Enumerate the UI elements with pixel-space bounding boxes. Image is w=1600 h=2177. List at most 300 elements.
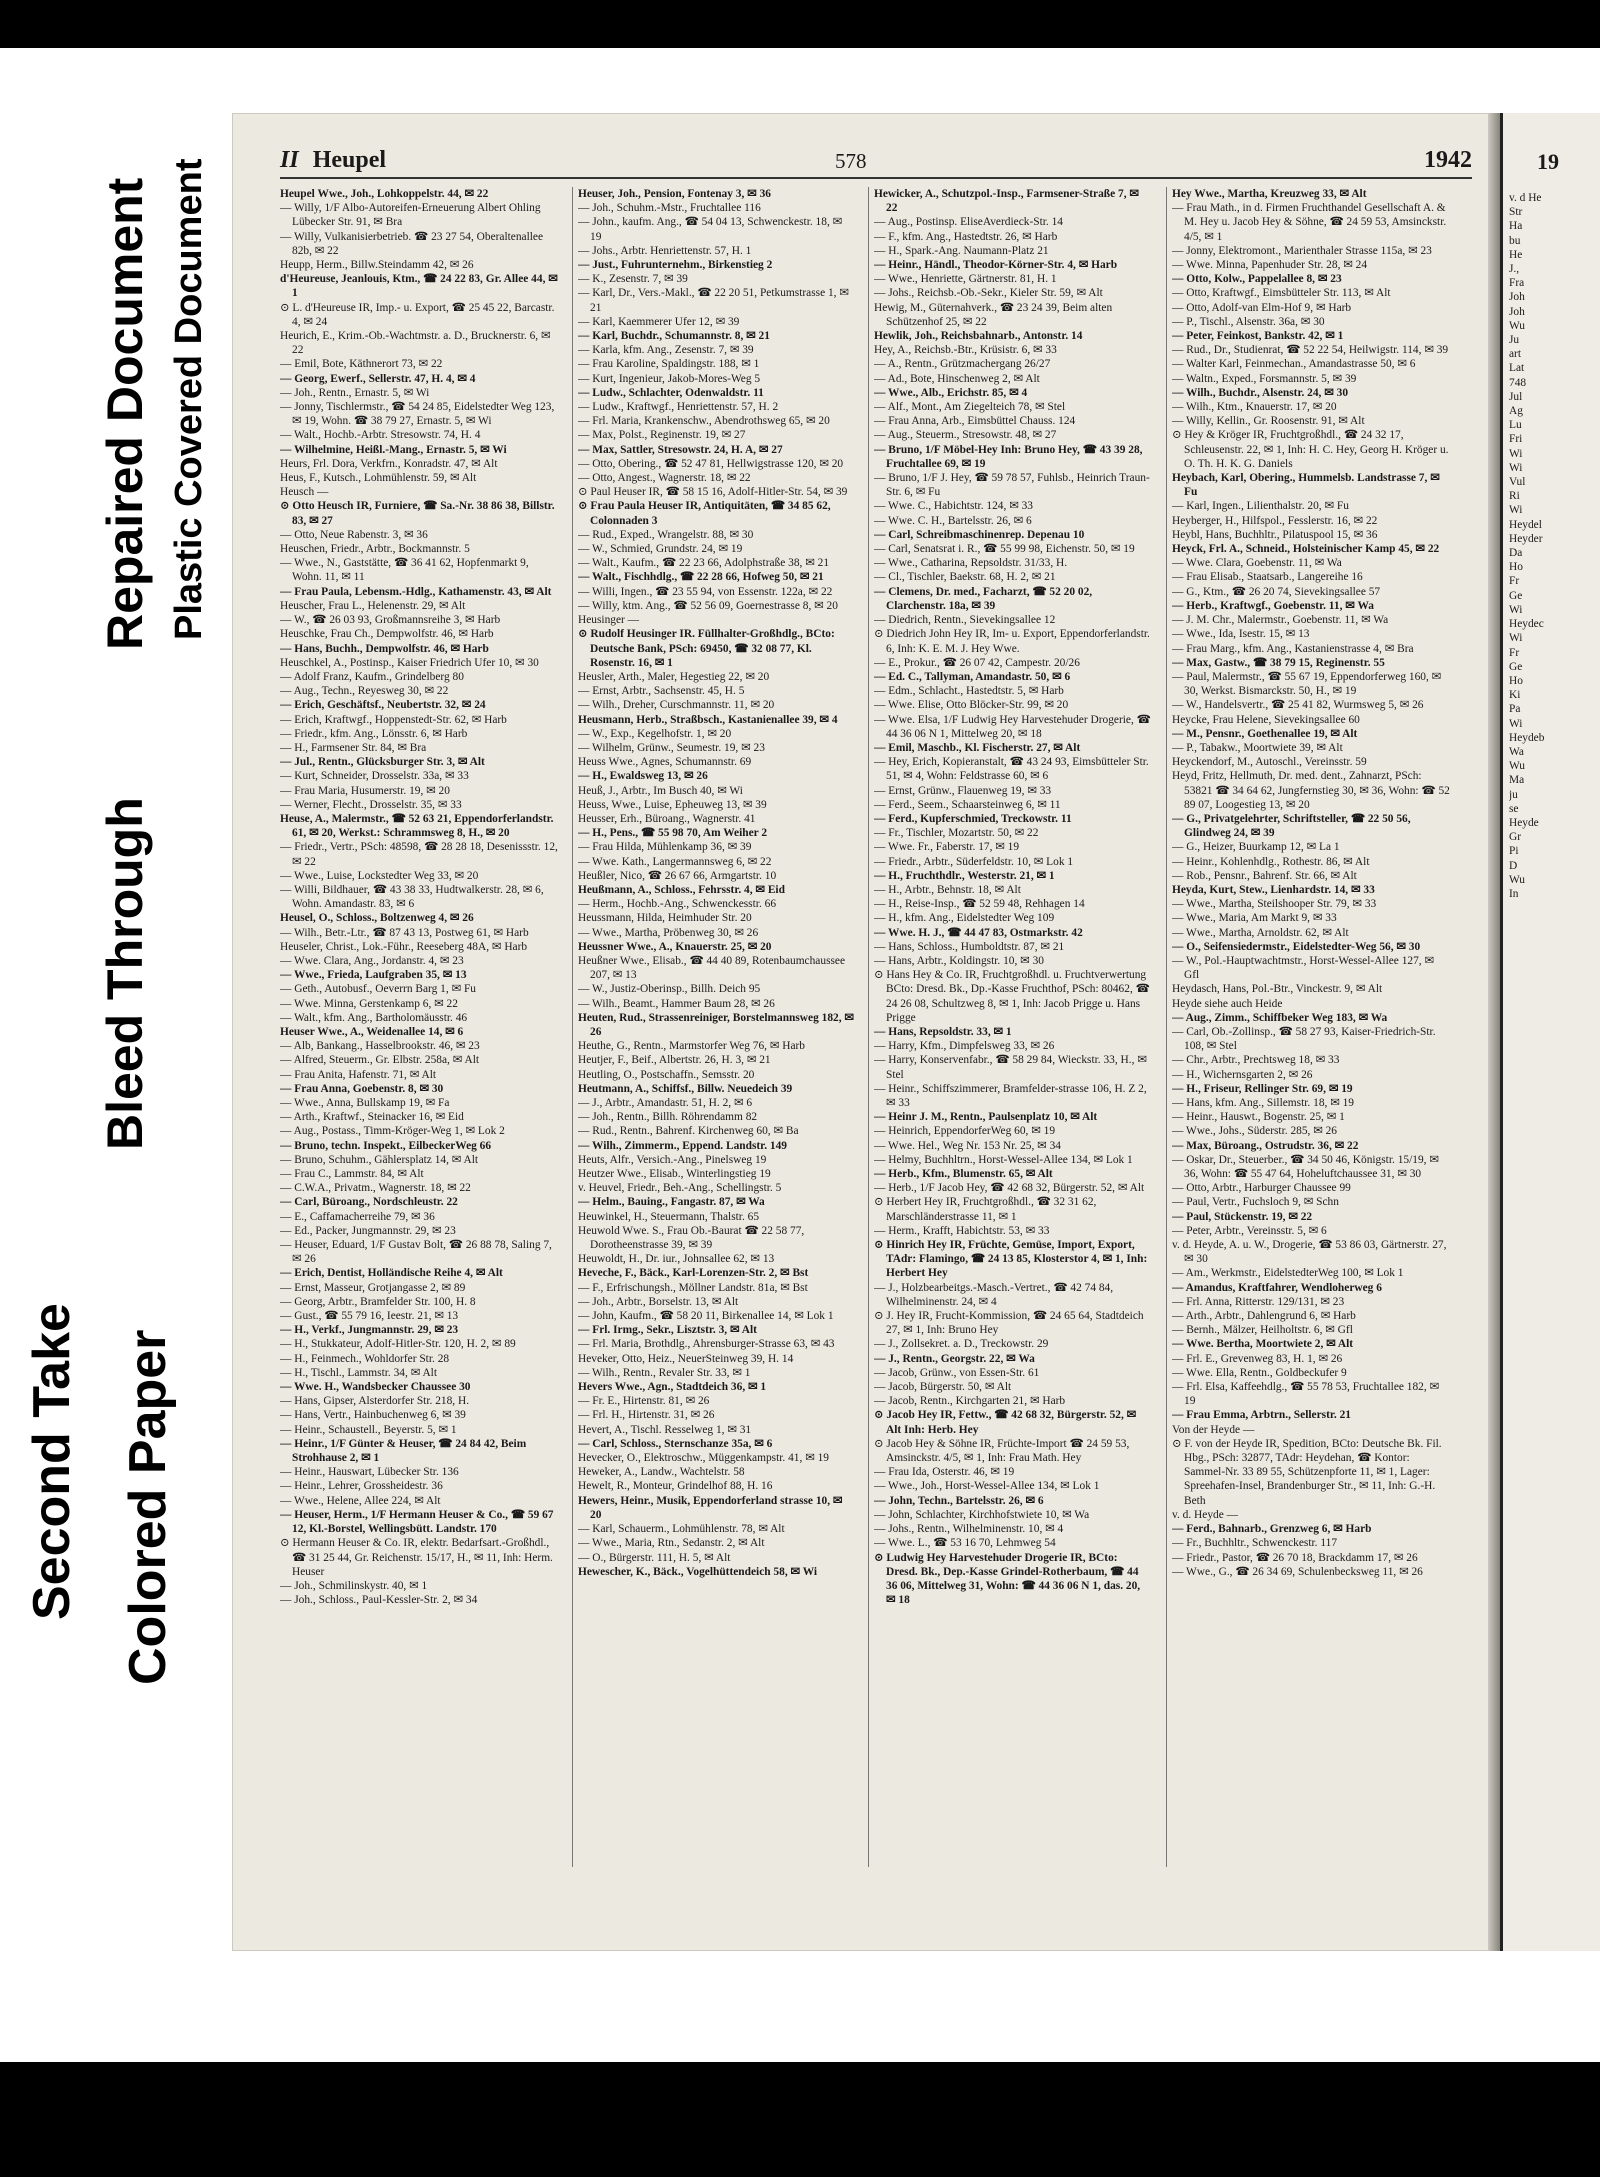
directory-entry: — Otto, Kraftwgf., Eimsbütteler Str. 113, ✉ Alt <box>1172 287 1391 300</box>
directory-entry: — Wwe., Ida, Isestr. 15, ✉ 13 <box>1172 628 1310 641</box>
directory-entry: — Willy, ktm. Ang., ☎ 52 56 09, Goernestrasse 8, ✉ 20 <box>578 599 838 612</box>
directory-entry: — Diedrich, Rentn., Sievekingsallee 12 <box>874 614 1056 627</box>
directory-entry: — Alfred, Steuerm., Gr. Elbstr. 258a, ✉ Alt <box>280 1054 480 1067</box>
adjacent-text-fragment: 748 <box>1509 376 1527 389</box>
directory-entry: Heutling, O., Postschaffn., Semsstr. 20 <box>578 1068 755 1081</box>
directory-entry: — Bernh., Mälzer, Heilholtstr. 6, ✉ Gfl <box>1172 1324 1353 1337</box>
directory-entry: Heutmann, A., Schiffsf., Billw. Neuedeich 39 <box>578 1082 793 1095</box>
directory-entry: — H., Wichernsgarten 2, ✉ 26 <box>1172 1068 1313 1081</box>
directory-column-1 <box>280 187 558 1867</box>
directory-entry: — W., Handelsvertr., ☎ 25 41 82, Wurmsweg 5, ✉ 26 <box>1172 699 1424 712</box>
directory-entry: — J. M. Chr., Malermstr., Goebenstr. 11, ✉ Wa <box>1172 614 1389 627</box>
directory-entry: Heyberger, H., Hilfspol., Fesslerstr. 16, ✉ 22 <box>1172 514 1378 527</box>
directory-entry: Hewicker, A., Schutzpol.-Insp., Farmsener-Straße 7, ✉ 22 <box>874 188 1139 215</box>
directory-entry: — Heinr., Hauswart, Lübecker Str. 136 <box>280 1466 459 1479</box>
directory-entry: — G., Heizer, Buurkamp 12, ✉ La 1 <box>1172 841 1340 854</box>
directory-entry: — Fr., Tischler, Mozartstr. 50, ✉ 22 <box>874 827 1039 840</box>
directory-entry: — Johs., Reichsb.-Ob.-Sekr., Kieler Str. 59, ✉ Alt <box>874 287 1103 300</box>
directory-entry: — Wwe., Maria, Am Markt 9, ✉ 33 <box>1172 912 1337 925</box>
directory-entry: — Am., Werkmstr., EidelstedterWeg 100, ✉ Lok 1 <box>1172 1267 1404 1280</box>
directory-entry: Heuwold Wwe. S., Frau Ob.-Baurat ☎ 22 58 77, Dorotheenstrasse 39, ✉ 39 <box>578 1224 805 1252</box>
directory-entry: — J., Zollsekret. a. D., Treckowstr. 29 <box>874 1338 1049 1351</box>
directory-entry: — Karl, Schauerm., Lohmühlenstr. 78, ✉ Alt <box>578 1523 785 1536</box>
directory-entry: — Friedr., kfm. Ang., Lönsstr. 6, ✉ Harb <box>280 727 468 740</box>
label-plastic-covered-document: Plastic Covered Document <box>168 158 210 640</box>
directory-entry: — Wwe., Martha, Arnoldstr. 62, ✉ Alt <box>1172 926 1349 939</box>
directory-entry: — Frau Hilda, Mühlenkamp 36, ✉ 39 <box>578 841 752 854</box>
adjacent-page-header: 19 <box>1537 149 1559 174</box>
directory-entry: — Wwe. Clara, Goebenstr. 11, ✉ Wa <box>1172 557 1342 570</box>
directory-entry: — Fr., Buchhltr., Schwenckestr. 117 <box>1172 1537 1338 1550</box>
directory-entry: — Wwe. Kath., Langermannsweg 6, ✉ 22 <box>578 855 772 868</box>
directory-entry: — Wwe., Maria, Rtn., Sedanstr. 2, ✉ Alt <box>578 1537 765 1550</box>
directory-entry: — Wilh., Buchdr., Alsenstr. 24, ✉ 30 <box>1172 386 1349 399</box>
directory-entry: — Joh., Schloss., Paul-Kessler-Str. 2, ✉ 34 <box>280 1594 478 1607</box>
directory-entry: — Herb., Kfm., Blumenstr. 65, ✉ Alt <box>874 1168 1053 1181</box>
directory-entry: — Wwe. Clara, Ang., Jordanstr. 4, ✉ 23 <box>280 954 464 967</box>
directory-entry: — Herb., Kraftwgf., Goebenstr. 11, ✉ Wa <box>1172 599 1374 612</box>
directory-entry: Heyck, Frl. A., Schneid., Holsteinischer Kamp 45, ✉ 22 <box>1172 543 1440 556</box>
directory-entry: — H., Friseur, Rellinger Str. 69, ✉ 19 <box>1172 1082 1353 1095</box>
directory-entry: — Edm., Schlacht., Hastedtstr. 5, ✉ Harb <box>874 685 1064 698</box>
directory-entry: — G., Ktm., ☎ 26 20 74, Sievekingsallee 57 <box>1172 585 1381 598</box>
adjacent-text-fragment: Fri <box>1509 433 1523 446</box>
directory-entry: — Wwe., G., ☎ 26 34 69, Schulenbecksweg 11, ✉ 26 <box>1172 1565 1423 1578</box>
directory-entry: Heutjer, F., Beif., Albertstr. 26, H. 3, ✉ 21 <box>578 1054 771 1067</box>
directory-entry: — Friedr., Vertr., PSch: 48598, ☎ 28 28 18, Desenissstr. 12, ✉ 22 <box>280 841 558 868</box>
directory-entry: Hevers Wwe., Agn., Stadtdeich 36, ✉ 1 <box>578 1381 767 1394</box>
directory-entry: — Paul, Stückenstr. 19, ✉ 22 <box>1172 1210 1313 1223</box>
directory-entry: Hewig, M., Güternahverk., ☎ 23 24 39, Beim alten Schützenhof 25, ✉ 22 <box>874 301 1113 328</box>
adjacent-text-fragment: Wu <box>1509 319 1525 332</box>
directory-entry: — Max, Büroang., Ostrudstr. 36, ✉ 22 <box>1172 1139 1359 1152</box>
adjacent-text-fragment: Fr <box>1509 646 1520 659</box>
adjacent-text-fragment: In <box>1509 887 1519 900</box>
directory-entry: — Wwe. Bertha, Moortwiete 2, ✉ Alt <box>1172 1338 1354 1351</box>
directory-entry: — Walt., Fischhdlg., ☎ 22 28 66, Hofweg 50, ✉ 21 <box>578 571 824 584</box>
directory-entry: — Wwe., Helene, Allee 224, ✉ Alt <box>280 1494 441 1507</box>
directory-entry: — Wwe., Alb., Erichstr. 85, ✉ 4 <box>874 386 1028 399</box>
directory-entry: — Hans, Gipser, Alsterdorfer Str. 218, H. <box>280 1395 470 1408</box>
directory-entry: — Carl, Ob.-Zollinsp., ☎ 58 27 93, Kaiser-Friedrich-Str. 108, ✉ Stel <box>1172 1025 1436 1053</box>
directory-entry: Heybl, Hans, Buchhltr., Pilatuspool 15, ✉ 36 <box>1172 528 1378 541</box>
directory-entry: — Carl, Senatsrat i. R., ☎ 55 99 98, Eichenstr. 50, ✉ 19 <box>874 543 1135 556</box>
directory-entry: — Wwe., Luise, Lockstedter Weg 33, ✉ 20 <box>280 869 479 882</box>
directory-entry: — Otto, Obering., ☎ 52 47 81, Hellwigstrasse 120, ✉ 20 <box>578 457 844 470</box>
adjacent-text-fragment: se <box>1509 802 1519 815</box>
directory-entry: — Erich, Geschäftsf., Neubertstr. 32, ✉ 24 <box>280 699 486 712</box>
directory-entry: Heupp, Herm., Billw.Steindamm 42, ✉ 26 <box>280 259 474 272</box>
adjacent-page-text <box>1509 191 1600 901</box>
directory-entry: Heuser, Joh., Pension, Fontenay 3, ✉ 36 <box>578 188 771 200</box>
directory-entry: — Frau Ida, Osterstr. 46, ✉ 19 <box>874 1466 1015 1479</box>
directory-entry: Hewlik, Joh., Reichsbahnarb., Antonstr. 14 <box>874 330 1083 343</box>
directory-entry: — O., Bürgerstr. 111, H. 5, ✉ Alt <box>578 1551 731 1564</box>
directory-entry: ⊙ Frau Paula Heuser IR, Antiquitäten, ☎ 34 85 62, Colonnaden 3 <box>578 500 831 527</box>
directory-entry: — Ferd., Bahnarb., Grenzweg 6, ✉ Harb <box>1172 1523 1372 1536</box>
directory-column-4 <box>1172 187 1450 1867</box>
directory-entry: — Wwe. H. J., ☎ 44 47 83, Ostmarkstr. 42 <box>874 926 1083 939</box>
directory-entry: — Alb, Bankang., Hasselbrookstr. 46, ✉ 23 <box>280 1040 480 1053</box>
adjacent-text-fragment: Ge <box>1509 589 1523 602</box>
directory-entry: — W., Schmied, Grundstr. 24, ✉ 19 <box>578 543 743 556</box>
directory-entry: ⊙ L. d'Heureuse IR, Imp.- u. Export, ☎ 25 45 22, Barcastr. 4, ✉ 24 <box>280 301 555 328</box>
directory-entry: — Heuser, Herm., 1/F Hermann Heuser & Co., ☎ 59 67 12, Kl.-Borstel, Wellingsbütt. Landstr. 170 <box>280 1508 554 1536</box>
directory-entry: — Georg, Arbtr., Bramfelder Str. 100, H. 8 <box>280 1295 476 1308</box>
directory-entry: ⊙ Hey & Kröger IR, Fruchtgroßhdl., ☎ 24 32 17, Schleusenstr. 22, ✉ 1, Inh: H. C. Hey, Georg H. Kröger u. O. Th. H. K. G. Daniels <box>1172 429 1449 470</box>
directory-entry: — P., Tabakw., Moortwiete 39, ✉ Alt <box>1172 741 1343 754</box>
header-year: 1942 <box>1424 147 1472 173</box>
directory-entry: — Hans, Vertr., Hainbuchenweg 6, ✉ 39 <box>280 1409 466 1422</box>
directory-entry: — Frl. Maria, Krankenschw., Abendrothsweg 65, ✉ 20 <box>578 415 830 428</box>
adjacent-page-fragment <box>1500 113 1600 1951</box>
adjacent-text-fragment: Pa <box>1509 703 1521 716</box>
directory-entry: — Wilh., Rentn., Revaler Str. 33, ✉ 1 <box>578 1366 751 1379</box>
directory-entry: — Aug., Steuerm., Stresowstr. 48, ✉ 27 <box>874 429 1057 442</box>
directory-entry: ⊙ Otto Heusch IR, Furniere, ☎ Sa.-Nr. 38 86 38, Billstr. 83, ✉ 27 <box>280 500 555 527</box>
adjacent-text-fragment: Joh <box>1509 291 1525 304</box>
directory-entry: — Ferd., Kupferschmied, Treckowstr. 11 <box>874 812 1072 825</box>
directory-entry: Heuschen, Friedr., Arbtr., Bockmannstr. 5 <box>280 543 470 556</box>
directory-entry: Heußler, Nico, ☎ 26 67 66, Armgartstr. 10 <box>578 869 777 882</box>
directory-entry: — E., Caffamacherreihe 79, ✉ 36 <box>280 1210 435 1223</box>
directory-entry: — Wilh., Beamt., Hammer Baum 28, ✉ 26 <box>578 997 775 1010</box>
directory-entry: ⊙ Hinrich Hey IR, Früchte, Gemüse, Import, Export, TAdr: Flamingo, ☎ 24 13 85, Klosterstor 4, ✉ 1, Inh: Herbert Hey <box>874 1239 1148 1280</box>
directory-entry: — Wwe. Elise, Otto Blöcker-Str. 99, ✉ 20 <box>874 699 1069 712</box>
adjacent-text-fragment: Wi <box>1509 504 1523 517</box>
directory-entry: Hewelt, R., Monteur, Grindelhof 88, H. 16 <box>578 1480 773 1493</box>
adjacent-text-fragment: D <box>1509 859 1518 872</box>
directory-entry: — E., Prokur., ☎ 26 07 42, Campestr. 20/26 <box>874 656 1080 669</box>
directory-entry: — Wwe., Johs., Süderstr. 285, ✉ 26 <box>1172 1125 1338 1138</box>
directory-entry: Heyckendorf, M., Autoschl., Vereinsstr. 59 <box>1172 756 1367 769</box>
directory-entry: — Herb., 1/F Jacob Hey, ☎ 42 68 32, Bürgerstr. 52, ✉ Alt <box>874 1182 1145 1195</box>
directory-entry: — Wwe. H., Wandsbecker Chaussee 30 <box>280 1381 471 1394</box>
directory-entry: — Wilhelmine, Heißl.-Mang., Ernastr. 5, ✉ Wi <box>280 443 507 456</box>
directory-entry: — Max, Sattler, Stresowstr. 24, H. A, ✉ 27 <box>578 443 783 456</box>
directory-entry: — Max, Polst., Reginenstr. 19, ✉ 27 <box>578 429 746 442</box>
directory-entry: — Frl. H., Hirtenstr. 31, ✉ 26 <box>578 1409 715 1422</box>
directory-entry: d'Heureuse, Jeanlouis, Ktm., ☎ 24 22 83, Gr. Allee 44, ✉ 1 <box>280 273 558 300</box>
directory-entry: — Rud., Rentn., Bahrenf. Kirchenweg 60, ✉ Ba <box>578 1125 799 1138</box>
directory-entry: — Ed. C., Tallyman, Amandastr. 50, ✉ 6 <box>874 670 1071 683</box>
directory-entry: — Otto, Adolf-van Elm-Hof 9, ✉ Harb <box>1172 301 1352 314</box>
column-rule <box>1166 187 1167 1867</box>
directory-entry: — Walter Karl, Feinmechan., Amandastrasse 50, ✉ 6 <box>1172 358 1416 371</box>
adjacent-text-fragment: Ho <box>1509 674 1523 687</box>
directory-entry: — Emil, Maschb., Kl. Fischerstr. 27, ✉ Alt <box>874 741 1081 754</box>
directory-entry: Heyda, Kurt, Stew., Lienhardstr. 14, ✉ 33 <box>1172 883 1375 896</box>
directory-entry: — Jonny, Tischlermstr., ☎ 54 24 85, Eidelstedter Weg 123, ✉ 19, Wohn. ☎ 38 79 27, Ernastr. 5, ✉ Wi <box>280 401 555 428</box>
directory-entry: ⊙ Diedrich John Hey IR, Im- u. Export, Eppendorferlandstr. 6, Inh: K. E. M. J. Hey Wwe. <box>874 628 1150 655</box>
directory-entry: — Helmy, Buchhltrn., Horst-Wessel-Allee 134, ✉ Lok 1 <box>874 1153 1133 1166</box>
directory-entry: — Alf., Mont., Am Ziegelteich 78, ✉ Stel <box>874 401 1066 414</box>
adjacent-text-fragment: Wi <box>1509 447 1523 460</box>
directory-entry: — Carl, Büroang., Nordschleustr. 22 <box>280 1196 458 1209</box>
directory-entry: — Peter, Feinkost, Bankstr. 42, ✉ 1 <box>1172 330 1344 343</box>
directory-entry: — Ernst, Masseur, Grotjangasse 2, ✉ 89 <box>280 1281 466 1294</box>
directory-entry: — Frl. Irmg., Sekr., Lisztstr. 3, ✉ Alt <box>578 1324 757 1337</box>
directory-entry: — Jacob, Grünw., von Essen-Str. 61 <box>874 1366 1040 1379</box>
directory-entry: — Johs., Arbtr. Henriettenstr. 57, H. 1 <box>578 244 752 257</box>
adjacent-text-fragment: Ag <box>1509 405 1523 418</box>
directory-entry: — Wwe., N., Gaststätte, ☎ 36 41 62, Hopfenmarkt 9, Wohn. 11, ✉ 11 <box>280 557 529 584</box>
directory-entry: — H., Ewaldsweg 13, ✉ 26 <box>578 770 708 783</box>
directory-entry: — H., Reise-Insp., ☎ 52 59 48, Rehhagen 14 <box>874 898 1085 911</box>
directory-entry: — Bruno, 1/F Möbel-Hey Inh: Bruno Hey, ☎ 43 39 28, Fruchtallee 69, ✉ 19 <box>874 443 1143 470</box>
directory-entry: Heuß, J., Arbtr., Im Busch 40, ✉ Wi <box>578 784 743 797</box>
directory-entry: — John, Kaufm., ☎ 58 20 11, Birkenallee 14, ✉ Lok 1 <box>578 1310 834 1323</box>
directory-entry: — Karla, kfm. Ang., Zesenstr. 7, ✉ 39 <box>578 344 754 357</box>
directory-entry: — Wilh., Zimmerm., Eppend. Landstr. 149 <box>578 1139 787 1152</box>
directory-entry: — Frau C., Lammstr. 84, ✉ Alt <box>280 1168 424 1181</box>
directory-entry: — Kurt, Ingenieur, Jakob-Mores-Weg 5 <box>578 372 761 385</box>
directory-entry: — W., Justiz-Oberinsp., Billh. Deich 95 <box>578 983 761 996</box>
directory-entry: — Wwe., Martha, Pröbenweg 30, ✉ 26 <box>578 926 759 939</box>
adjacent-text-fragment: Ha <box>1509 220 1523 233</box>
directory-entry: — Frl. Anna, Ritterstr. 129/131, ✉ 23 <box>1172 1295 1345 1308</box>
adjacent-text-fragment: He <box>1509 248 1523 261</box>
adjacent-text-fragment: Heydec <box>1509 618 1544 631</box>
directory-entry: Hey, A., Reichsb.-Btr., Krüsistr. 6, ✉ 33 <box>874 344 1057 357</box>
directory-entry: — W., ☎ 26 03 93, Großmannsreihe 3, ✉ Harb <box>280 614 501 627</box>
directory-entry: v. d. Heyde, A. u. W., Drogerie, ☎ 53 86 03, Gärtnerstr. 27, ✉ 30 <box>1172 1239 1447 1266</box>
directory-entry: — John., kaufm. Ang., ☎ 54 04 13, Schwenckestr. 18, ✉ 19 <box>578 216 843 243</box>
adjacent-text-fragment: Vul <box>1509 476 1526 489</box>
adjacent-text-fragment: Wi <box>1509 603 1523 616</box>
adjacent-text-fragment: Heyde <box>1509 816 1539 829</box>
header-name: Heupel <box>312 147 387 173</box>
directory-entry: ⊙ J. Hey IR, Frucht-Kommission, ☎ 24 65 64, Stadtdeich 27, ✉ 1, Inh: Bruno Hey <box>874 1310 1144 1337</box>
directory-entry: Heycke, Frau Helene, Sievekingsallee 60 <box>1172 713 1360 726</box>
directory-entry: — P., Tischl., Alsenstr. 36a, ✉ 30 <box>1172 315 1325 328</box>
directory-entry: — Wwe. Fr., Faberstr. 17, ✉ 19 <box>874 841 1020 854</box>
directory-entry: — Chr., Arbtr., Prechtsweg 18, ✉ 33 <box>1172 1054 1340 1067</box>
adjacent-text-fragment: Ge <box>1509 660 1523 673</box>
directory-entry: — Arth., Kraftwf., Steinacker 16, ✉ Eid <box>280 1111 464 1124</box>
directory-entry: — Frau Maria, Husumerstr. 19, ✉ 20 <box>280 784 450 797</box>
directory-entry: — Wwe. Elsa, 1/F Ludwig Hey Harvestehuder Drogerie, ☎ 44 36 06 N 1, Mittelweg 20, ✉ 18 <box>874 713 1151 740</box>
directory-entry: — Frau Anna, Goebenstr. 8, ✉ 30 <box>280 1082 444 1095</box>
directory-entry: — A., Rentn., Grützmachergang 26/27 <box>874 358 1051 371</box>
directory-entry: ⊙ Jacob Hey & Söhne IR, Früchte-Import ☎ 24 59 53, Amsinckstr. 4/5, ✉ 1, Inh: Frau Math. Hey <box>874 1437 1130 1465</box>
adjacent-text-fragment: Lu <box>1509 419 1522 432</box>
directory-entry: — Aug., Zimm., Schiffbeker Weg 183, ✉ Wa <box>1172 1011 1388 1024</box>
directory-entry: — Johs., Rentn., Wilhelminenstr. 10, ✉ 4 <box>874 1523 1064 1536</box>
directory-entry: — Herm., Hochb.-Ang., Schwenckesstr. 66 <box>578 898 777 911</box>
directory-entry: Heuss Wwe., Agnes, Schumannstr. 69 <box>578 756 752 769</box>
directory-entry: — Karl, Ingen., Lilienthalstr. 20, ✉ Fu <box>1172 500 1349 513</box>
directory-entry: — F., Erfrischungsh., Möllner Landstr. 81a, ✉ Bst <box>578 1281 808 1294</box>
directory-entry: — Rob., Pensnr., Bahrenf. Str. 66, ✉ Alt <box>1172 869 1357 882</box>
directory-entry: Heydasch, Hans, Pol.-Btr., Vinckestr. 9, ✉ Alt <box>1172 983 1383 996</box>
directory-entry: — J., Rentn., Georgstr. 22, ✉ Wa <box>874 1352 1035 1365</box>
directory-entry: — Otto, Neue Rabenstr. 3, ✉ 36 <box>280 528 428 541</box>
directory-entry: — Peter, Arbtr., Vereinsstr. 5, ✉ 6 <box>1172 1224 1327 1237</box>
column-rule <box>868 187 869 1867</box>
directory-entry: — Wwe. Minna, Papenhuder Str. 28, ✉ 24 <box>1172 259 1368 272</box>
directory-entry: — Walt., Kaufm., ☎ 22 23 66, Adolphstraße 38, ✉ 21 <box>578 557 830 570</box>
directory-entry: — Cl., Tischler, Baekstr. 68, H. 2, ✉ 21 <box>874 571 1056 584</box>
directory-entry: — Jacob, Rentn., Kirchgarten 21, ✉ Harb <box>874 1395 1066 1408</box>
directory-entry: Heuten, Rud., Strassenreiniger, Borstelmannsweg 182, ✉ 26 <box>578 1011 854 1038</box>
directory-entry: — Wwe., Joh., Horst-Wessel-Allee 134, ✉ Lok 1 <box>874 1480 1100 1493</box>
adjacent-text-fragment: Wa <box>1509 745 1524 758</box>
directory-entry: — Heinr J. M., Rentn., Paulsenplatz 10, ✉ Alt <box>874 1111 1098 1124</box>
adjacent-text-fragment: Wu <box>1509 760 1525 773</box>
directory-entry: ⊙ Herbert Hey IR, Fruchtgroßhdl., ☎ 32 31 62, Marschländerstrasse 11, ✉ 1 <box>874 1196 1097 1223</box>
directory-entry: — Hans, Buchh., Dempwolfstr. 46, ✉ Harb <box>280 642 489 655</box>
directory-entry: — W., Exp., Kegelhofstr. 1, ✉ 20 <box>578 727 732 740</box>
directory-entry: Heusler, Arth., Maler, Hegestieg 22, ✉ 20 <box>578 670 770 683</box>
directory-entry: — Waltn., Exped., Forsmannstr. 5, ✉ 39 <box>1172 372 1357 385</box>
directory-entry: — Ludw., Kraftwgf., Henriettenstr. 57, H. 2 <box>578 401 779 414</box>
directory-entry: Heuseler, Christ., Lok.-Führ., Reeseberg 48A, ✉ Harb <box>280 940 528 953</box>
directory-entry: v. d. Heyde — <box>1172 1508 1239 1521</box>
directory-entry: — H., Spark.-Ang. Naumann-Platz 21 <box>874 244 1049 257</box>
directory-entry: ⊙ Hans Hey & Co. IR, Fruchtgroßhdl. u. Fruchtverwertung BCto: Dresd. Bk., Dp.-Kasse Fruchthof, PSch: 80462, ☎ 24 26 08, Schultzweg 8, ✉ 1, Inh: Jacob Prigge u. Hans Prigge <box>874 969 1150 1024</box>
directory-entry: Hey Wwe., Martha, Kreuzweg 33, ✉ Alt <box>1172 188 1367 200</box>
directory-entry: Hewers, Heinr., Musik, Eppendorferland strasse 10, ✉ 20 <box>578 1494 843 1521</box>
directory-entry: — Georg, Ewerf., Sellerstr. 47, H. 4, ✉ 4 <box>280 372 476 385</box>
directory-entry: Heuthe, G., Rentn., Marmstorfer Weg 76, ✉ Harb <box>578 1040 805 1053</box>
adjacent-text-fragment: ju <box>1509 788 1518 801</box>
directory-entry: ⊙ Rudolf Heusinger IR. Füllhalter-Großhdlg., BCto: Deutsche Bank, PSch: 69450, ☎ 32 08 77, Kl. Rosenstr. 16, ✉ 1 <box>578 628 835 669</box>
directory-entry: — Joh., Arbtr., Borselstr. 13, ✉ Alt <box>578 1295 739 1308</box>
directory-entry: Heveker, Otto, Heiz., NeuerSteinweg 39, H. 14 <box>578 1352 794 1365</box>
directory-entry: — Frl. Maria, Brothdlg., Ahrensburger-Strasse 63, ✉ 43 <box>578 1338 835 1351</box>
directory-entry: — Oskar, Dr., Steuerber., ☎ 34 50 46, Königstr. 15/19, ✉ 36, Wohn: ☎ 55 47 64, Hoheluftchaussee 31, ✉ 30 <box>1172 1153 1439 1181</box>
directory-entry: — Ludw., Schlachter, Odenwaldstr. 11 <box>578 386 764 399</box>
directory-entry: Heusch — <box>280 486 329 499</box>
directory-entry: — H., Tischl., Lammstr. 34, ✉ Alt <box>280 1366 438 1379</box>
directory-entry: — Max, Gastw., ☎ 38 79 15, Reginenstr. 55 <box>1172 656 1385 669</box>
directory-entry: — Aug., Postinsp. EliseAverdieck-Str. 14 <box>874 216 1063 229</box>
directory-entry: — Frau Marg., kfm. Ang., Kastanienstrasse 4, ✉ Bra <box>1172 642 1414 655</box>
directory-entry: — Hans, Schloss., Humboldtstr. 87, ✉ 21 <box>874 940 1065 953</box>
directory-entry: — Harry, Konservenfabr., ☎ 58 29 84, Wieckstr. 33, H., ✉ Stel <box>874 1054 1147 1081</box>
directory-entry: — Ernst, Arbtr., Sachsenstr. 45, H. 5 <box>578 685 745 698</box>
directory-entry: — H., Fruchthdlr., Westerstr. 21, ✉ 1 <box>874 869 1055 882</box>
directory-entry: — Joh., Schmilinskystr. 40, ✉ 1 <box>280 1579 428 1592</box>
directory-entry: — Ernst, Grünw., Flauenweg 19, ✉ 33 <box>874 784 1052 797</box>
directory-entry: — Arth., Arbtr., Dahlengrund 6, ✉ Harb <box>1172 1310 1356 1323</box>
directory-entry: — Ad., Bote, Hinschenweg 2, ✉ Alt <box>874 372 1040 385</box>
directory-entry: Von der Heyde — <box>1172 1423 1255 1436</box>
adjacent-text-fragment: Fra <box>1509 277 1525 290</box>
directory-entry: Heuschke, Frau Ch., Dempwolfstr. 46, ✉ Harb <box>280 628 494 641</box>
directory-entry: Heutzer Wwe., Elisab., Winterlingstieg 19 <box>578 1168 771 1181</box>
directory-entry: — Wilh., Ktm., Knauerstr. 17, ✉ 20 <box>1172 401 1337 414</box>
adjacent-text-fragment: Ho <box>1509 561 1523 574</box>
directory-entry: — Karl, Dr., Vers.-Makl., ☎ 22 20 51, Petkumstrasse 1, ✉ 21 <box>578 287 849 314</box>
directory-entry: — Frau Math., in d. Firmen Fruchthandel Gesellschaft A. & M. Hey u. Jacob Hey & Söhne, ☎ 24 59 53, Amsinckstr. 4/5, ✉ 1 <box>1172 202 1447 243</box>
header-page-number: 578 <box>835 149 867 173</box>
label-colored-paper: Colored Paper <box>119 1329 177 1685</box>
adjacent-text-fragment: Wi <box>1509 632 1523 645</box>
adjacent-text-fragment: Wi <box>1509 717 1523 730</box>
directory-entry: — Frau Karoline, Spaldingstr. 188, ✉ 1 <box>578 358 760 371</box>
directory-entry: Heuwinkel, H., Steuermann, Thalstr. 65 <box>578 1210 760 1223</box>
directory-entry: — Harry, Kfm., Dimpfelsweg 33, ✉ 26 <box>874 1040 1055 1053</box>
directory-entry: ⊙ Hermann Heuser & Co. IR, elektr. Bedarfsart.-Großhdl., ☎ 31 25 44, Gr. Reichenstr. 15/17, H., ✉ 11, Inh: Herm. Heuser <box>280 1537 553 1578</box>
adjacent-text-fragment: Da <box>1509 547 1523 560</box>
directory-entry: — Willy, Kellin., Gr. Roosenstr. 91, ✉ Alt <box>1172 415 1365 428</box>
directory-entry: Heybach, Karl, Obering., Hummelsb. Landstrasse 7, ✉ Fu <box>1172 472 1440 499</box>
top-black-band <box>0 0 1600 48</box>
directory-entry: — Wilh., Betr.-Ltr., ☎ 87 43 13, Postweg 61, ✉ Harb <box>280 926 529 939</box>
directory-entry: — Frau Anita, Hafenstr. 71, ✉ Alt <box>280 1068 437 1081</box>
adjacent-text-fragment: art <box>1509 348 1522 361</box>
directory-entry: — Helm., Bauing., Fangastr. 87, ✉ Wa <box>578 1196 765 1209</box>
directory-entry: — Rud., Exped., Wrangelstr. 88, ✉ 30 <box>578 528 754 541</box>
directory-entry: — Joh., Rentn., Ernastr. 5, ✉ Wi <box>280 386 430 399</box>
directory-entry: — Aug., Postass., Timm-Kröger-Weg 1, ✉ Lok 2 <box>280 1125 505 1138</box>
directory-entry: — Wwe. L., ☎ 53 16 70, Lehmweg 54 <box>874 1537 1056 1550</box>
label-repaired-document: Repaired Document <box>97 177 153 650</box>
adjacent-text-fragment: Gr <box>1509 831 1522 844</box>
directory-entry: — Frl. Elsa, Kaffeehdlg., ☎ 55 78 53, Fruchtallee 182, ✉ 19 <box>1172 1381 1440 1408</box>
directory-entry: Heußner Wwe., Elisab., ☎ 44 40 89, Rotenbaumchaussee 207, ✉ 13 <box>578 954 846 982</box>
adjacent-text-fragment: Ju <box>1509 334 1520 347</box>
directory-entry: — Frau Paula, Lebensm.-Hdlg., Kathamenstr. 43, ✉ Alt <box>280 585 552 598</box>
directory-entry: — Carl, Schloss., Sternschanze 35a, ✉ 6 <box>578 1437 773 1450</box>
directory-entry: — H., Arbtr., Behnstr. 18, ✉ Alt <box>874 883 1021 896</box>
directory-entry: — Hans, Arbtr., Koldingstr. 10, ✉ 30 <box>874 954 1044 967</box>
adjacent-text-fragment: Str <box>1509 206 1523 219</box>
directory-entry: — Willy, 1/F Albo-Autoreifen-Erneuerung Albert Ohling Lübecker Str. 91, ✉ Bra <box>280 202 541 229</box>
directory-entry: — Bruno, Schuhm., Gählersplatz 14, ✉ Alt <box>280 1153 479 1166</box>
directory-entry: Heus, F., Kutsch., Lohmühlenstr. 59, ✉ Alt <box>280 472 477 485</box>
adjacent-text-fragment: Heydeb <box>1509 731 1545 744</box>
directory-entry: — Paul, Vertr., Fuchsloch 9, ✉ Schn <box>1172 1196 1339 1209</box>
directory-entry: Heusinger — <box>578 614 640 627</box>
directory-entry: — Hans, kfm. Ang., Sillemstr. 18, ✉ 19 <box>1172 1097 1354 1109</box>
directory-entry: — Geth., Autobusf., Oeverrn Barg 1, ✉ Fu <box>280 983 476 996</box>
directory-entry: — H., Verkf., Jungmannstr. 29, ✉ 23 <box>280 1324 459 1337</box>
directory-entry: Heußmann, A., Schloss., Fehrsstr. 4, ✉ Eid <box>578 883 785 896</box>
directory-entry: — W., Pol.-Hauptwachtmstr., Horst-Wessel-Allee 127, ✉ Gfl <box>1172 954 1435 982</box>
directory-column-2 <box>578 187 856 1867</box>
directory-entry: — Karl, Buchdr., Schumannstr. 8, ✉ 21 <box>578 330 770 343</box>
directory-entry: — F., kfm. Ang., Hastedtstr. 26, ✉ Harb <box>874 230 1058 243</box>
directory-entry: Heuschkel, A., Postinsp., Kaiser Friedrich Ufer 10, ✉ 30 <box>280 656 539 669</box>
adjacent-text-fragment: Ki <box>1509 689 1521 702</box>
directory-entry: Heurich, E., Krim.-Ob.-Wachtmstr. a. D., Brucknerstr. 6, ✉ 22 <box>280 330 551 357</box>
directory-entry: — Wwe. Ella, Rentn., Goldbeckufer 9 <box>1172 1366 1347 1379</box>
directory-entry: — Hans, Repsoldstr. 33, ✉ 1 <box>874 1025 1012 1038</box>
directory-entry: — John, Schlachter, Kirchhofstwiete 10, ✉ Wa <box>874 1508 1090 1521</box>
directory-entry: — K., Zesenstr. 7, ✉ 39 <box>578 273 688 286</box>
directory-entry: — G., Privatgelehrter, Schriftsteller, ☎ 22 50 56, Glindweg 24, ✉ 39 <box>1172 812 1411 840</box>
directory-entry: — John, Techn., Bartelsstr. 26, ✉ 6 <box>874 1494 1044 1507</box>
directory-entry: — Clemens, Dr. med., Facharzt, ☎ 52 20 02, Clarchenstr. 18a, ✉ 39 <box>874 585 1093 612</box>
directory-entry: ⊙ Paul Heuser IR, ☎ 58 15 16, Adolf-Hitler-Str. 54, ✉ 39 <box>578 486 848 499</box>
directory-entry: — Hey, Erich, Kopieranstalt, ☎ 43 24 93, Eimsbütteler Str. 51, ✉ 4, Wohn: Feldstrasse 60, ✉ 6 <box>874 756 1149 783</box>
directory-entry: — Otto, Angest., Wagnerstr. 18, ✉ 22 <box>578 472 751 485</box>
directory-entry: — Erich, Kraftwgf., Hoppenstedt-Str. 62, ✉ Harb <box>280 713 507 726</box>
directory-entry: ⊙ Jacob Hey IR, Fettw., ☎ 42 68 32, Bürgerstr. 52, ✉ Alt Inh: Herb. Hey <box>874 1409 1137 1436</box>
directory-entry: — Jul., Rentn., Glücksburger Str. 3, ✉ Alt <box>280 756 485 769</box>
directory-entry: — Fr. E., Hirtenstr. 81, ✉ 26 <box>578 1395 710 1408</box>
directory-entry: — Heinrich, EppendorferWeg 60, ✉ 19 <box>874 1125 1056 1138</box>
adjacent-text-fragment: Pi <box>1509 845 1519 858</box>
directory-entry: — Just., Fuhrunternehm., Birkenstieg 2 <box>578 259 773 272</box>
directory-entry: — H., Stukkateur, Adolf-Hitler-Str. 120, H. 2, ✉ 89 <box>280 1338 516 1351</box>
header-roman-numeral: II <box>280 147 299 173</box>
directory-entry: Heyd, Fritz, Hellmuth, Dr. med. dent., Zahnarzt, PSch: 53821 ☎ 34 64 62, Jungfernstieg 30, ✉ 36, Wohn: ☎ 52 89 07, Loogestieg 13, ✉ 20 <box>1172 770 1450 811</box>
directory-entry: — Heinr., Lehrer, Grossheidestr. 36 <box>280 1480 443 1493</box>
